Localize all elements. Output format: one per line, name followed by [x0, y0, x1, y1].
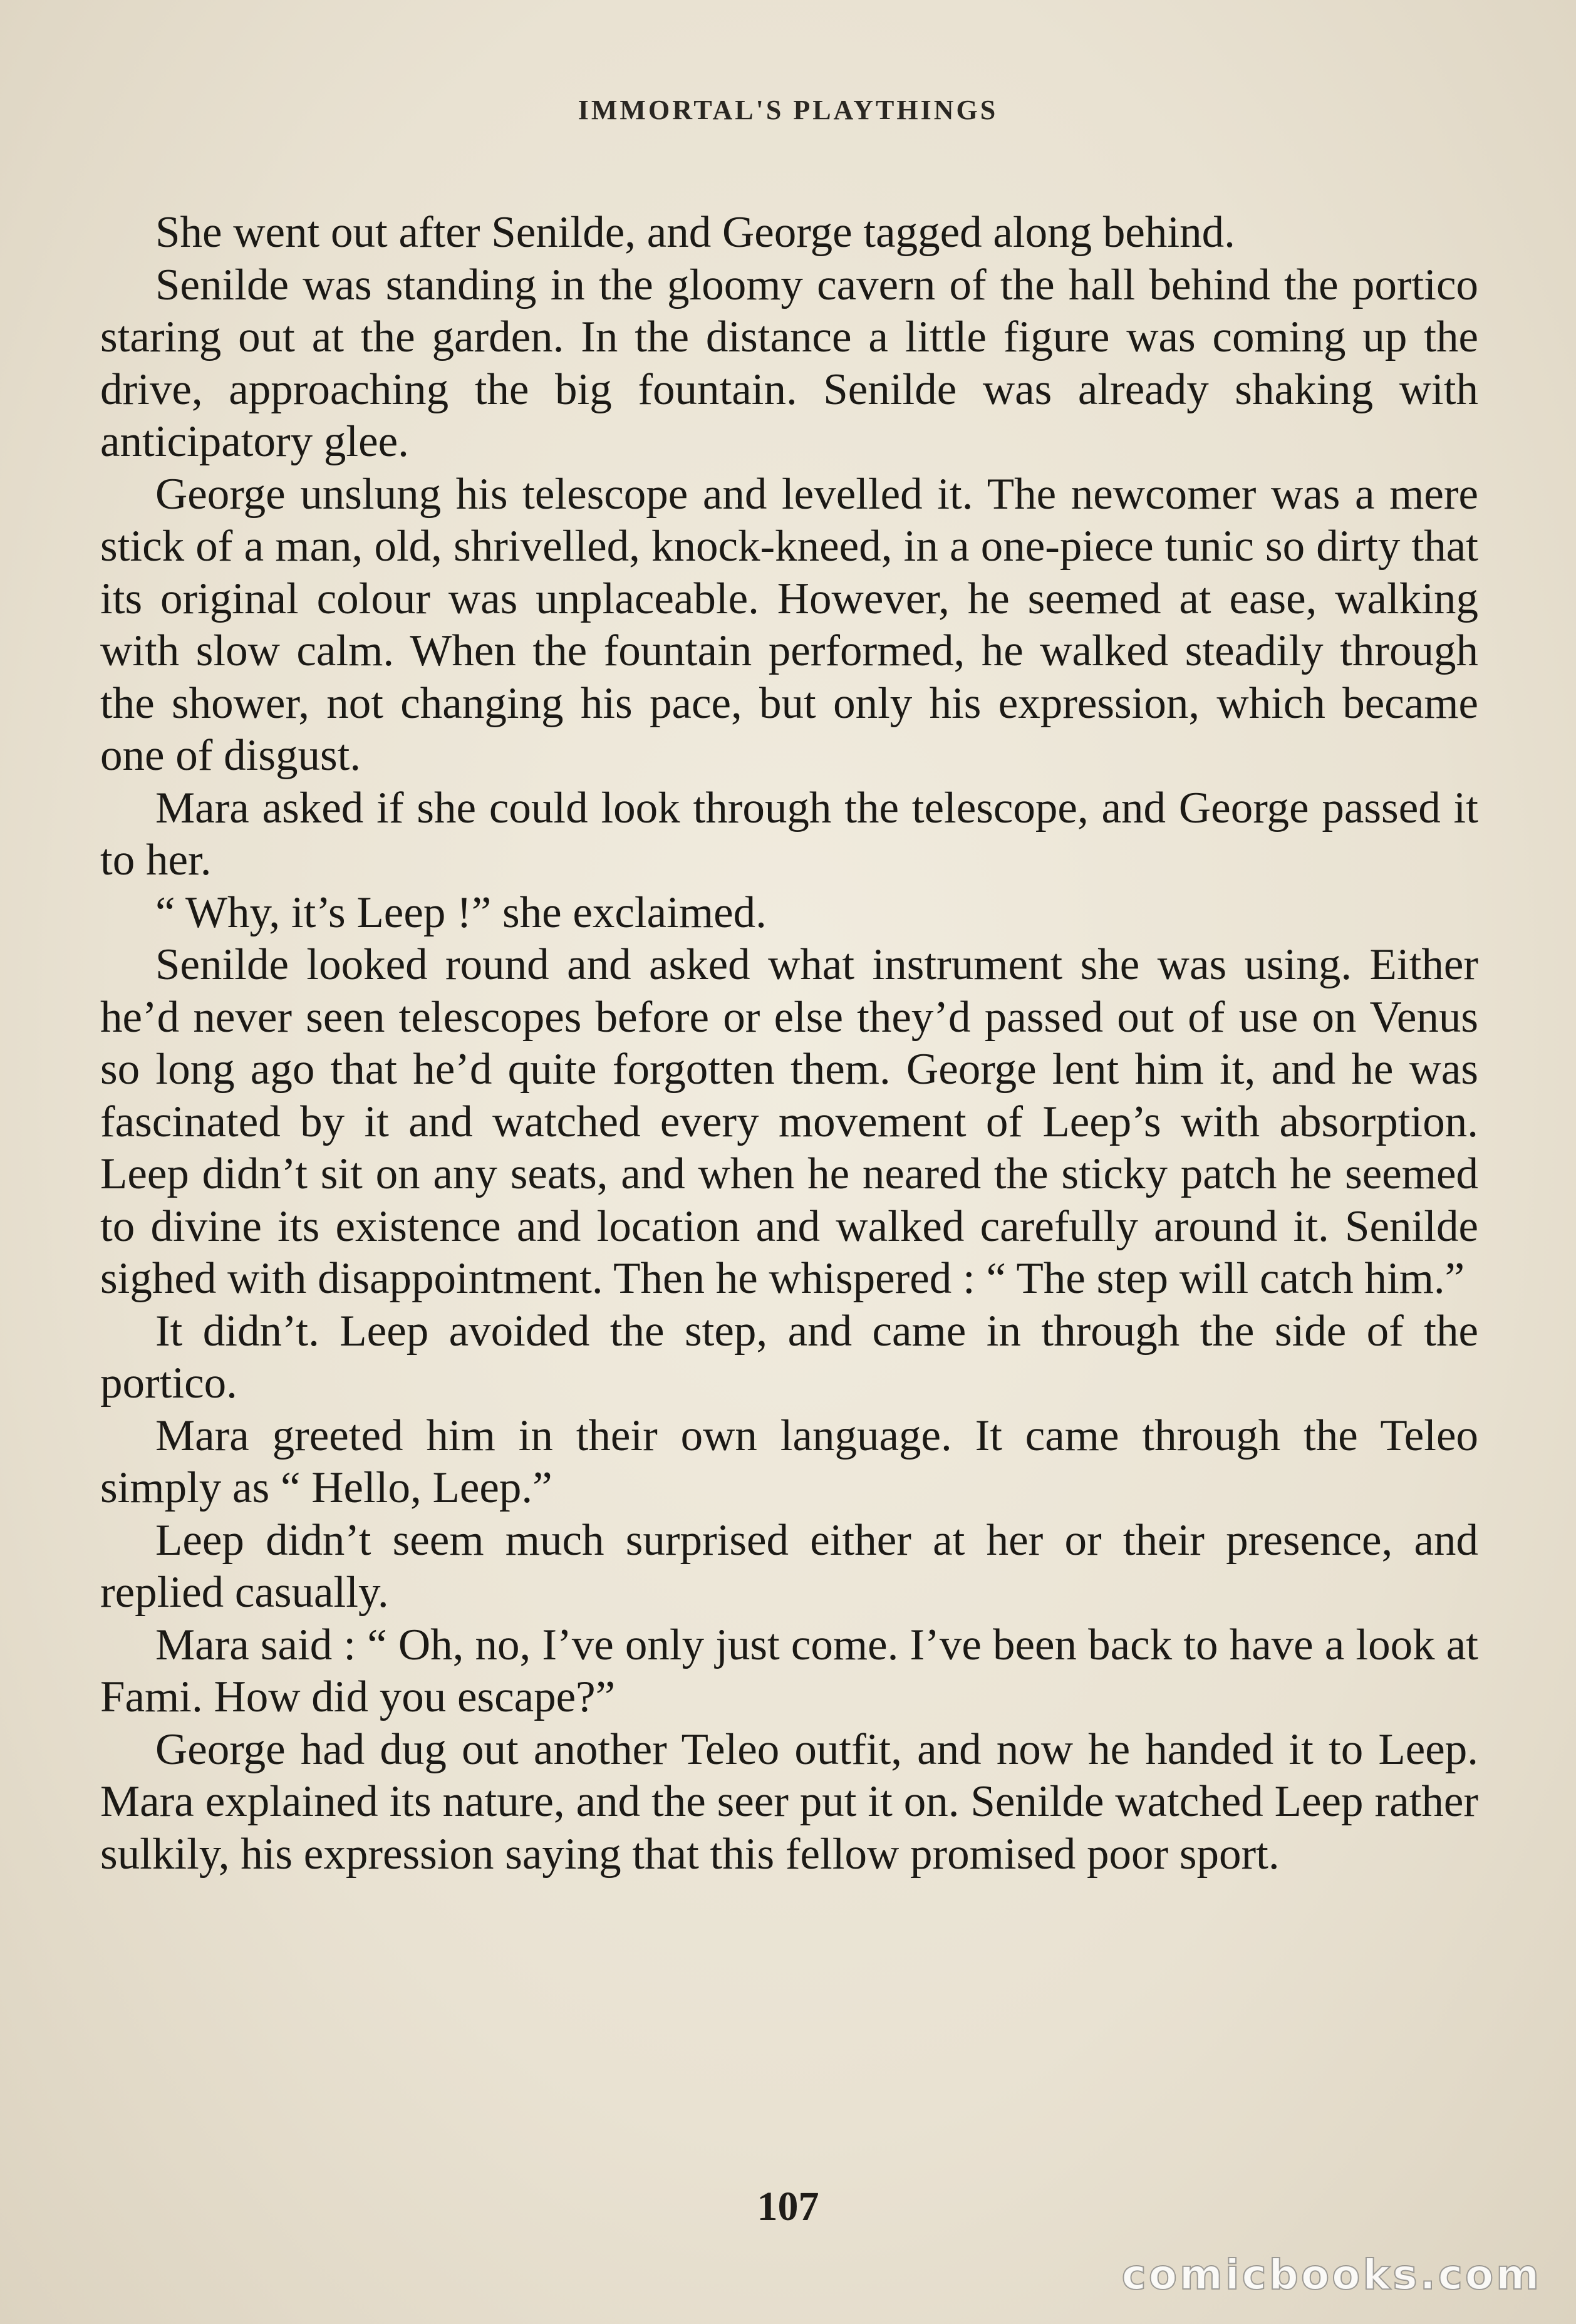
paragraph: George unslung his telescope and levelled it. The newcomer was a mere stick of a man, old, shrivelled, knock-kneed, in a one-piece tunic so dirty that its original colour was unplaceable. However, he seemed at ease, walking with slow calm. When the fountain performed, he walked steadily through the shower, not changing his pace, but only his expression, which became one of disgust.: [100, 469, 1478, 780]
body-text: [100, 207, 1478, 1880]
paragraph: Mara said : “ Oh, no, I’ve only just come. I’ve been back to have a look at Fami. How did you escape?”: [100, 1620, 1478, 1721]
paragraph: Senilde looked round and asked what instrument she was using. Either he’d never seen telescopes before or else they’d passed out of use on Venus so long ago that he’d quite forgotten them. George lent him it, and he was fascinated by it and watched every movement of Leep’s with absorption. Leep didn’t sit on any seats, and when he neared the sticky patch he seemed to divine its existence and location and walked carefully around it. Senilde sighed with disappointment. Then he whispered : “ The step will catch him.”: [100, 940, 1478, 1303]
paragraph: “ Why, it’s Leep !” she exclaimed.: [155, 888, 767, 937]
paragraph: She went out after Senilde, and George tagged along behind.: [155, 208, 1235, 257]
watermark: comicbooks.com: [1121, 2251, 1542, 2299]
running-head: IMMORTAL'S PLAYTHINGS: [578, 95, 998, 125]
paragraph: It didn’t. Leep avoided the step, and came in through the side of the portico.: [100, 1306, 1478, 1408]
paragraph: Mara asked if she could look through the telescope, and George passed it to her.: [100, 783, 1478, 884]
paragraph: Leep didn’t seem much surprised either at her or their presence, and replied casually.: [100, 1515, 1478, 1617]
page-number: 107: [757, 2184, 819, 2229]
paragraph: Senilde was standing in the gloomy cavern of the hall behind the portico staring out at the garden. In the distance a little figure was coming up the drive, approaching the big fountain. Senilde was already shaking with anticipatory glee.: [100, 260, 1478, 466]
paragraph: George had dug out another Teleo outfit, and now he handed it to Leep. Mara explained its nature, and the seer put it on. Senilde watched Leep rather sulkily, his expression saying that this fellow promised poor sport.: [100, 1725, 1478, 1879]
paragraph: Mara greeted him in their own language. It came through the Teleo simply as “ Hello, Leep.”: [100, 1411, 1478, 1512]
